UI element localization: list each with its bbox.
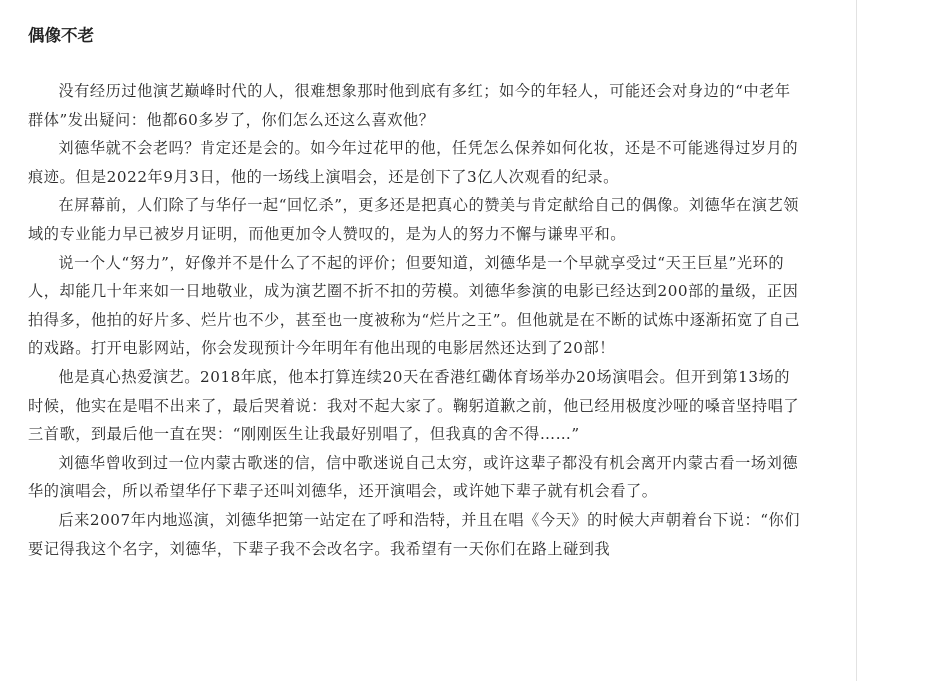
article-paragraph: 刘德华曾收到过一位内蒙古歌迷的信，信中歌迷说自己太穷，或许这辈子都没有机会离开内蒙古看一场刘德华的演唱会，所以希望华仔下辈子还叫刘德华，还开演唱会，或许她下辈子就有机会看了。: [28, 453, 799, 501]
article: [28, 22, 804, 563]
side-panel: [857, 0, 927, 681]
article-paragraph: 刘德华就不会老吗？肯定还是会的。如今年过花甲的他，任凭怎么保养如何化妆，还是不可能逃得过岁月的痕迹。但是2022年9月3日，他的一场线上演唱会，还是创下了3亿人次观看的纪录。: [28, 139, 799, 186]
article-paragraph: 没有经历过他演艺巅峰时代的人，很难想象那时他到底有多红；如今的年轻人，可能还会对身边的“中老年群体”发出疑问：他都60多岁了，你们怎么还这么喜欢他？: [28, 82, 791, 129]
article-title: 偶像不老: [28, 26, 94, 45]
article-paragraph: 说一个人“努力”，好像并不是什么了不起的评价；但要知道，刘德华是一个早就享受过“天王巨星”光环的人，却能几十年来如一日地敬业，成为演艺圈不折不扣的劳模。刘德华参演的电影已经达到200部的量级，正因拍得多，他拍的好片多、烂片也不少，甚至也一度被称为“烂片之王”。但他就是在不断的试炼中逐渐拓宽了自己的戏路。打开电影网站，你会发现预计今年明年有他出现的电影居然还达到了20部！: [28, 253, 801, 358]
article-paragraph: 在屏幕前，人们除了与华仔一起“回忆杀”，更多还是把真心的赞美与肯定献给自己的偶像。刘德华在演艺领域的专业能力早已被岁月证明，而他更加令人赞叹的，是为人的努力不懈与谦卑平和。: [28, 196, 799, 243]
article-paragraph: 他是真心热爱演艺。2018年底，他本打算连续20天在香港红磡体育场举办20场演唱会。但开到第13场的时候，他实在是唱不出来了，最后哭着说：我对不起大家了。鞠躬道歉之前，他已经用极度沙哑的嗓音坚持唱了三首歌，到最后他一直在哭：“刚刚医生让我最好别唱了，但我真的舍不得……”: [28, 367, 800, 444]
article-paragraph: 后来2007年内地巡演，刘德华把第一站定在了呼和浩特，并且在唱《今天》的时候大声朝着台下说：“你们要记得我这个名字，刘德华，下辈子我不会改名字。我希望有一天你们在路上碰到我: [28, 510, 801, 558]
